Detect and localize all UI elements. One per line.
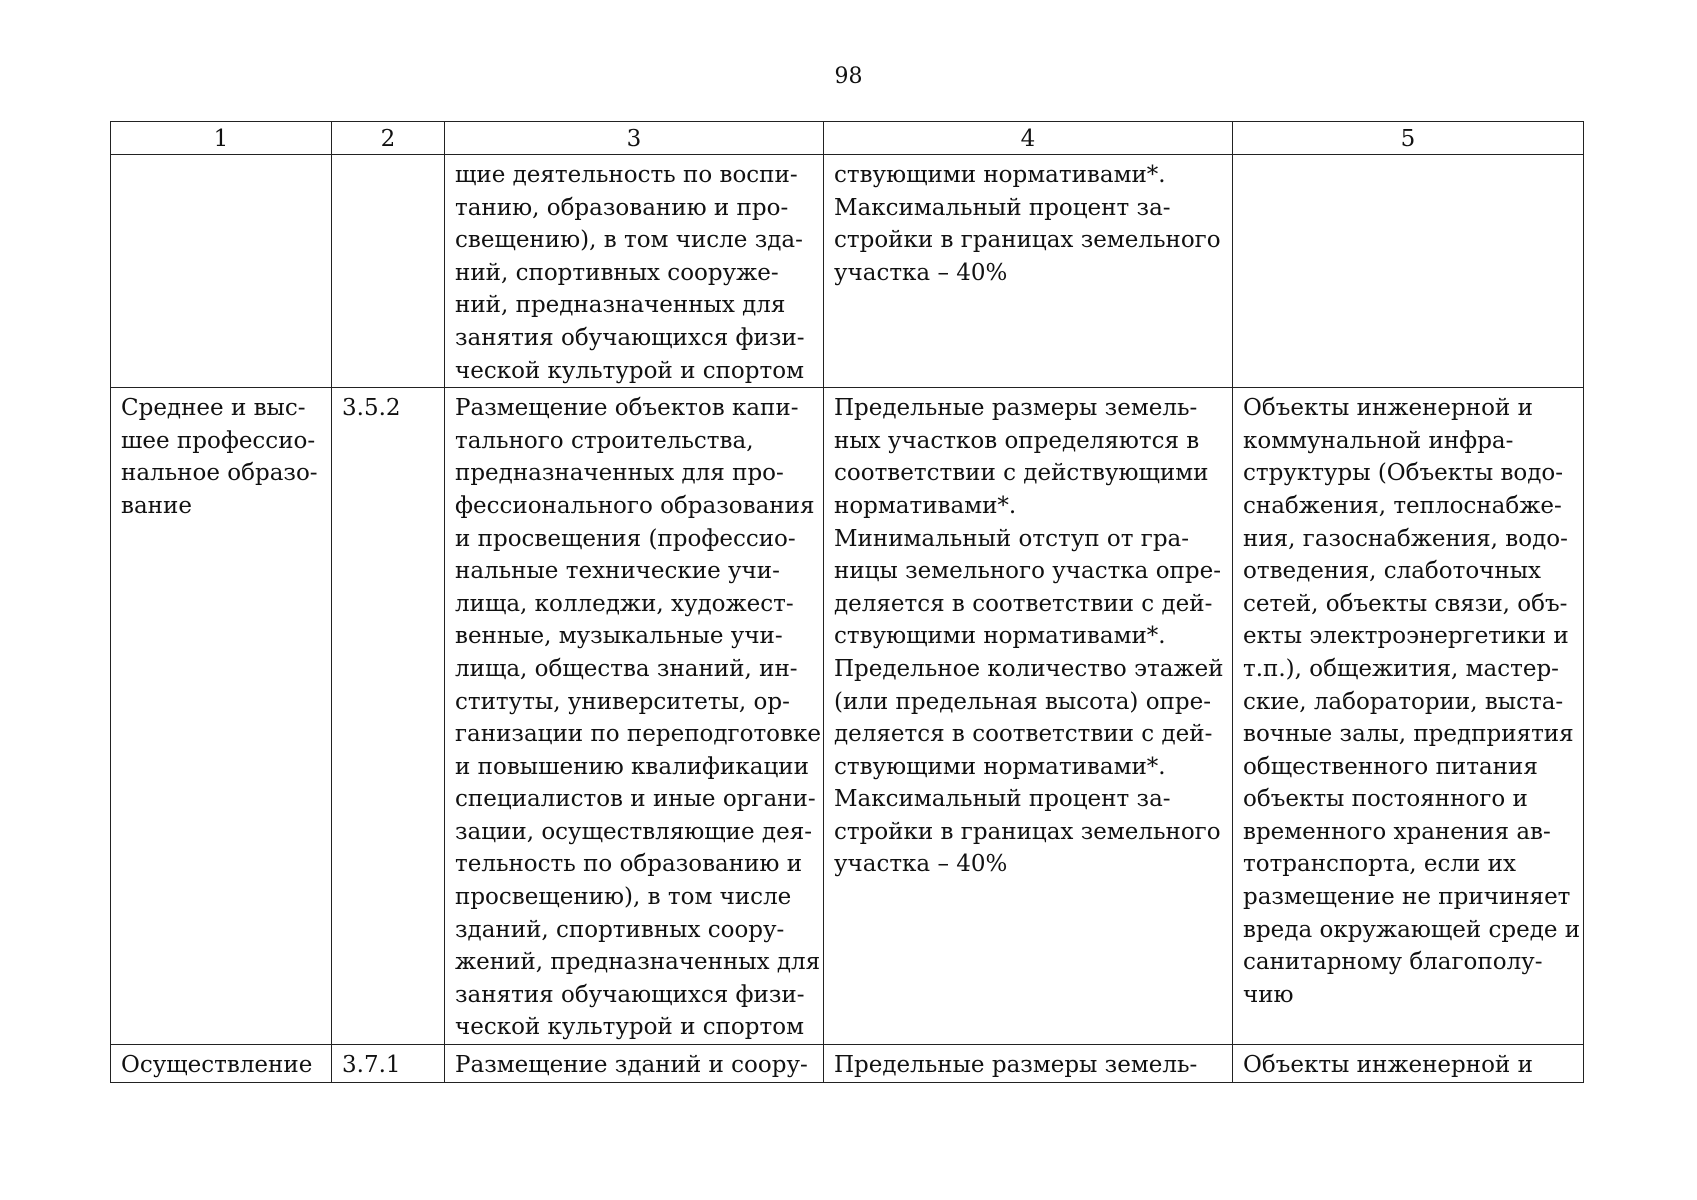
cell-line: т.п.), общежития, мастер- [1243,655,1559,682]
cell-line: шее профессио- [121,427,316,454]
use-name-cell [111,388,332,1045]
cell-line: чию [1243,981,1294,1008]
cell-line: нальное образо- [121,460,318,487]
cell-line: Размещение объектов капи- [455,395,799,422]
cell-line: ствующими нормативами*. [834,753,1166,780]
cell-line: тального строительства, [455,427,754,454]
cell-line: ституты, университеты, ор- [455,688,790,715]
cell-line: стройки в границах земельного [834,818,1221,845]
cell-line: соответствии с действующими [834,460,1209,487]
cell-line: зации, осуществляющие дея- [455,818,812,845]
cell-line: специалистов и иные органи- [455,786,816,813]
cell-line: Размещение зданий и соору- [455,1052,808,1079]
cell-line: свещению), в том числе зда- [455,227,803,254]
cell-line: и просвещения (профессио- [455,525,796,552]
table-row [111,155,1584,388]
cell-line: тельность по образованию и [455,851,803,878]
use-code-cell [332,1045,445,1083]
cell-line: занятия обучающихся физи- [455,981,805,1008]
cell-line: нальные технические учи- [455,558,780,585]
header-cell-5: 5 [1233,122,1584,155]
cell-line: вание [121,492,192,519]
cell-line: ных участков определяются в [834,427,1200,454]
use-code-cell [332,388,445,1045]
cell-line: просвещению), в том числе [455,884,792,911]
cell-line: щие деятельность по воспи- [455,162,798,188]
cell-line: и повышению квалификации [455,753,809,780]
cell-line: участка – 40% [834,851,1008,878]
cell-line: временного хранения ав- [1243,818,1551,845]
header-cell-4: 4 [824,122,1233,155]
cell-line: общественного питания [1243,753,1538,780]
regulations-table [110,121,1584,1083]
cell-line: нормативами*. [834,492,1017,519]
cell-line: Среднее и выс- [121,395,306,422]
cell-line: фессионального образования [455,492,815,519]
cell-line: ские, лаборатории, выста- [1243,688,1564,715]
cell-line: коммунальной инфра- [1243,427,1514,454]
cell-line: лища, колледжи, художест- [455,590,794,617]
cell-line: деляется в соответствии с дей- [834,590,1213,617]
cell-line: стройки в границах земельного [834,227,1221,254]
cell-line: 3.5.2 [342,395,401,422]
auxiliary-uses-cell [1233,155,1584,388]
use-code-cell [332,155,445,388]
cell-line: отведения, слаботочных [1243,558,1541,585]
use-description-cell [445,1045,824,1083]
auxiliary-uses-cell [1233,1045,1584,1083]
header-cell-3: 3 [445,122,824,155]
cell-line: жений, предназначенных для [455,949,821,976]
use-description-cell [445,155,824,388]
use-name-cell [111,1045,332,1083]
cell-line: ний, предназначенных для [455,292,786,319]
cell-line: размещение не причиняет [1243,884,1571,911]
header-cell-2: 2 [332,122,445,155]
cell-line: венные, музыкальные учи- [455,623,783,650]
cell-line: ний, спортивных сооруже- [455,259,779,286]
cell-line: тотранспорта, если их [1243,851,1516,878]
cell-line: вочные залы, предприятия [1243,721,1574,748]
header-cell-1: 1 [111,122,332,155]
cell-line: ческой культурой и спортом [455,357,804,384]
cell-line: ницы земельного участка опре- [834,558,1221,585]
cell-line: санитарному благополу- [1243,949,1543,976]
cell-line: Объекты инженерной и [1243,1052,1533,1079]
cell-line: сетей, объекты связи, объ- [1243,590,1568,617]
cell-line: Предельные размеры земель- [834,1052,1198,1079]
parameters-cell [824,155,1233,388]
cell-line: ствующими нормативами*. [834,162,1166,188]
cell-line: ганизации по переподготовке [455,721,821,748]
cell-line: Минимальный отступ от гра- [834,525,1190,552]
cell-line: 3.7.1 [342,1052,401,1079]
cell-line: ствующими нормативами*. [834,623,1166,650]
cell-line: Осуществление [121,1052,313,1079]
cell-line: участка – 40% [834,259,1008,286]
cell-line: (или предельная высота) опре- [834,688,1211,715]
cell-line: лища, общества знаний, ин- [455,655,798,682]
cell-line: танию, образованию и про- [455,194,789,221]
page-number: 98 [834,64,863,89]
cell-line: объекты постоянного и [1243,786,1528,813]
cell-line: Максимальный процент за- [834,786,1171,813]
cell-line: Предельные размеры земель- [834,395,1198,422]
cell-line: Объекты инженерной и [1243,395,1533,422]
cell-line: Предельное количество этажей [834,655,1224,682]
cell-line: вреда окружающей среде и [1243,916,1581,943]
cell-line: снабжения, теплоснабже- [1243,492,1562,519]
cell-line: структуры (Объекты водо- [1243,460,1564,487]
use-description-cell [445,388,824,1045]
parameters-cell [824,388,1233,1045]
parameters-cell [824,1045,1233,1083]
cell-line: зданий, спортивных соору- [455,916,785,943]
cell-line: предназначенных для про- [455,460,784,487]
table-header-row [111,122,1584,155]
cell-line: ния, газоснабжения, водо- [1243,525,1568,552]
auxiliary-uses-cell [1233,388,1584,1045]
table-row [111,388,1584,1045]
cell-line: ческой культурой и спортом [455,1014,804,1041]
table-row [111,1045,1584,1083]
cell-line: деляется в соответствии с дей- [834,721,1213,748]
cell-line: Максимальный процент за- [834,194,1171,221]
cell-line: екты электроэнергетики и [1243,623,1569,650]
use-name-cell [111,155,332,388]
cell-line: занятия обучающихся физи- [455,324,805,351]
